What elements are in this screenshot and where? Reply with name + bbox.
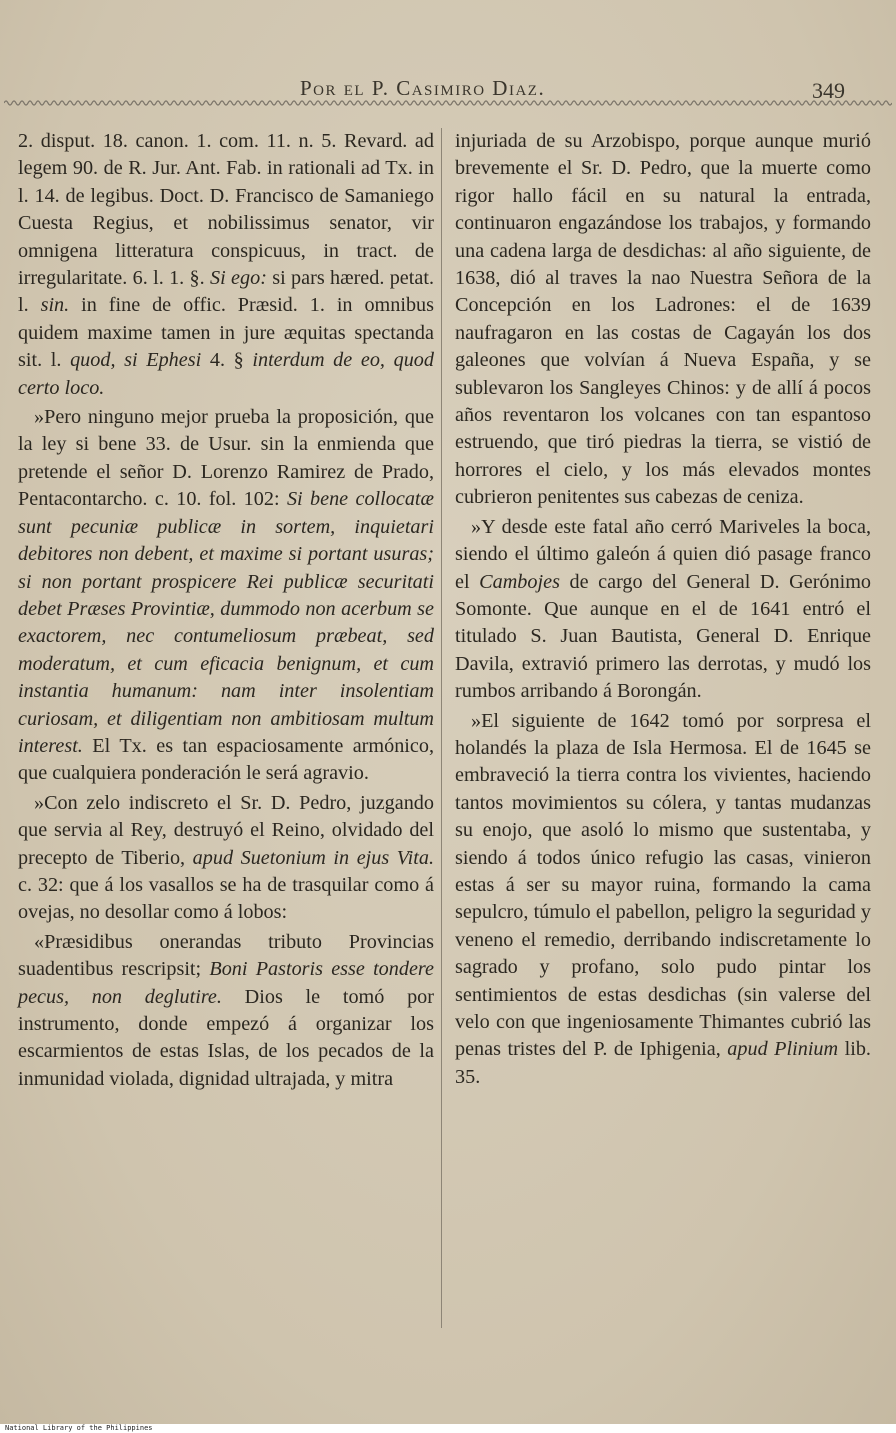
text-run: »Y desde este fatal año cerró Mariveles la boca, siendo el último galeón á quien dió pasage franco el: [455, 515, 871, 593]
text-run: 4. §: [201, 349, 253, 372]
italic-run: apud Plinium: [727, 1038, 839, 1061]
wavy-rule-ornament: [4, 96, 892, 110]
text-run: »El siguiente de 1642 tomó por sorpresa el holandés la plaza de Isla Hermosa. El de 1645 se embraveció la tierra contra los vivientes, haciendo tantos movimientos su cólera, y tantas mudanzas su enojo, que asoló lo mismo que sustentaba, y siendo á todos único refugio las casas, vinieron estas á ser su mayor ruina, formando la cama sepulcro, túmulo el pabellon, peligro la seguridad y veneno el remedio, derribando indiscretamente lo sagrado y profano, solo pudo pintar los sentimientos de estas desdichas (sin valerse del velo con que ingeniosamente Thimantes cubrió las penas tristes del P. de Iphigenia,: [455, 709, 871, 1061]
text-run: de cargo del General D. Gerónimo Somonte. Que aunque en el de 1641 entró el titulado S. Juan Bautista, General D. Enrique Davila, extravió primero las derrotas, y mudó los rumbos arribando á Borongán.: [455, 570, 872, 703]
column-divider: [441, 128, 442, 1328]
italic-run: Cambojes: [479, 570, 560, 593]
paragraph: [18, 404, 434, 788]
italic-run: Boni Pastoris esse tondere pecus, non deglutire.: [18, 958, 434, 1008]
text-run: Dios le tomó por instrumento, donde empezó á organizar los escarmientos de estas Islas, de los pecados de la inmunidad violada, dignidad ultrajada, y mitra: [18, 985, 434, 1090]
paragraph: [18, 929, 434, 1093]
text-run: »Pero ninguno mejor prueba la proposición, que la ley si bene 33. de Usur. sin la enmienda que pretende el señor D. Lorenzo Ramirez de Prado, Pentacontarcho. c. 10. fol. 102:: [18, 406, 434, 511]
left-column: [18, 128, 434, 1093]
text-run: «Præsidibus onerandas tributo Provincias suadentibus rescripsit;: [18, 930, 434, 981]
paragraph: [18, 128, 434, 402]
italic-run: sin.: [40, 294, 70, 317]
paragraph: [18, 790, 434, 927]
text-run: lib. 35.: [455, 1038, 871, 1088]
text-run: injuriada de su Arzobispo, porque aunque murió brevemente el Sr. D. Pedro, que la muerte como rigor hallo fácil en su natural la entrada, continuaron engazándose los trabajos, y formando una cadena larga de desdichas: al año siguiente, de 1638, dió al traves la nao Nuestra Señora de la Concepción en los Ladrones: el de 1639 naufragaron en las costas de Cagayán los dos galeones que volvían á Nueva España, y se sublevaron los Sangleyes Chinos: y de allí á pocos años reventaron los volcanes con tan espantoso estruendo, que tiró piedras la tierra, se vistió de horrores el cielo, y los más elevados montes cubrieron penitentes sus cabezas de ceniza.: [455, 130, 871, 509]
running-title: Por el P. Casimiro Diaz.: [300, 76, 546, 100]
italic-run: quod, si Ephesi: [70, 349, 202, 372]
paragraph: [455, 708, 871, 1092]
text-run: »Con zelo indiscreto el Sr. D. Pedro, juzgando que servia al Rey, destruyó el Reino, olvidado del precepto de Tiberio,: [18, 791, 434, 869]
paragraph: [455, 514, 871, 706]
italic-run: interdum de eo, quod certo loco.: [18, 349, 434, 399]
text-run: in fine de offic. Præsid. 1. in omnibus quidem maxime tamen in jure æquitas spectanda sit. l.: [18, 294, 434, 372]
italic-run: Si ego:: [210, 267, 267, 290]
text-run: El Tx. es tan espaciosamente armónico, que cualquiera ponderación le será agravio.: [18, 734, 434, 785]
text-run: c. 32: que á los vasallos se ha de trasquilar como á ovejas, no desollar como á lobos:: [18, 873, 434, 924]
text-run: 2. disput. 18. canon. 1. com. 11. n. 5. Revard. ad legem 90. de R. Jur. Ant. Fab. in rationali ad Tx. in l. 14. de legibus. Doct. D. Francisco de Samaniego Cuesta Regius, et nobilissimus senator, vir omnigena litteratura conspicuus, in tract. de irregularitate. 6. l. 1. §.: [18, 130, 434, 290]
text-run: si pars hæred. petat. l.: [18, 267, 434, 317]
page-number: 349: [812, 78, 845, 103]
italic-run: apud Suetonium in ejus Vita.: [192, 846, 434, 869]
right-column: [455, 128, 871, 1091]
paragraph: [455, 128, 871, 512]
library-credit: National Library of the Philippines: [2, 1424, 156, 1433]
italic-run: Si bene collocatæ sunt pecuniæ publicæ in sortem, inquietari debitores non debent, et maxime si portant usuras; si non portant prospicere Rei publicæ securitati debet Præses Provintiæ, dummodo non acerbum se exactorem, nec contumeliosum præbeat, sed moderatum, et cum eficacia benignum, et cum instantia humanum: nam inter insolentiam curiosam, et diligentiam non ambitiosam multum interest.: [18, 488, 434, 757]
